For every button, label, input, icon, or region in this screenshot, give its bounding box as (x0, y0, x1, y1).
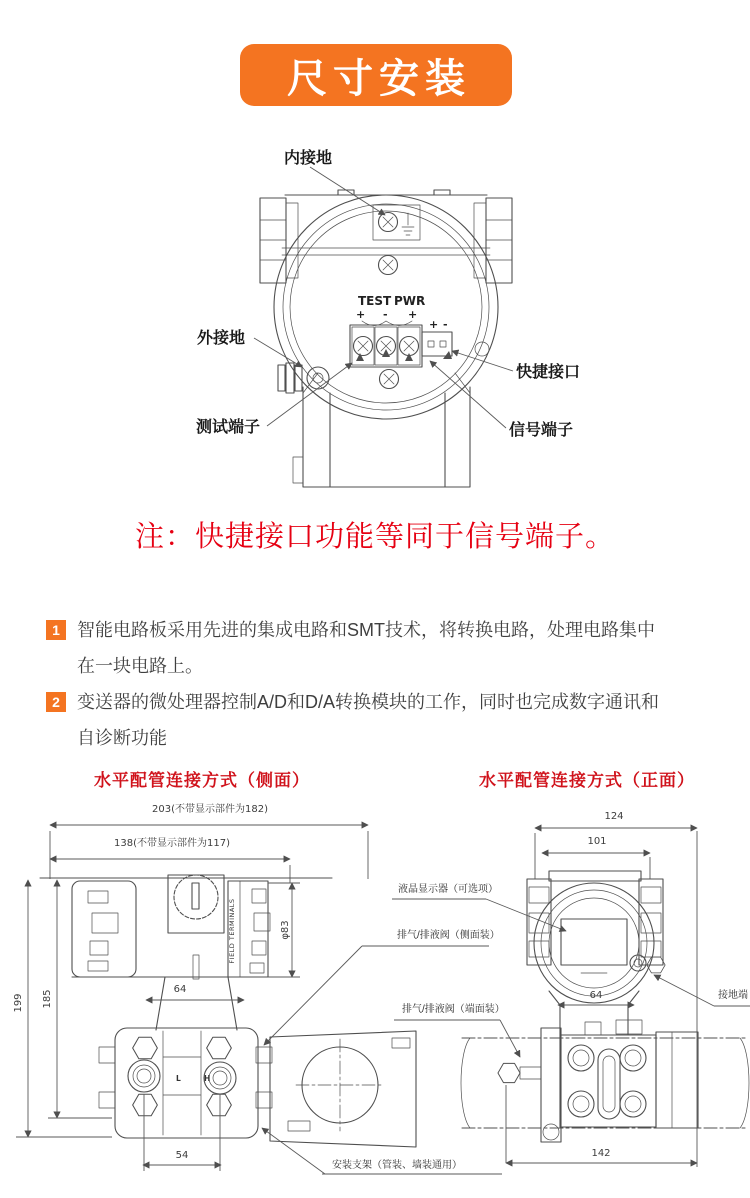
dimension-drawings (0, 795, 750, 1198)
dim-total-length: 203(不带显示部件为182) (152, 804, 268, 815)
external-ground-label: 外接地 (197, 330, 246, 347)
signal-terminal-label: 信号端子 (509, 422, 574, 439)
test-plus-marking: + (356, 308, 366, 321)
high-port-marking: H (204, 1074, 211, 1083)
quick-minus-marking: - (443, 318, 448, 331)
quick-connector (422, 318, 452, 359)
ground-terminal-label: 接地端 (718, 990, 748, 1001)
test-minus-marking: - (383, 308, 388, 321)
dim-neck-width-side: 64 (173, 984, 187, 995)
list-item (46, 684, 710, 756)
list-item-text (77, 684, 659, 756)
bracket-label: 安装支架（管装、墙装通用） (332, 1160, 462, 1171)
note-text: 注：快捷接口功能等同于信号端子。 (134, 521, 615, 553)
field-terminals-marking: FIELD TERMINALS (228, 898, 236, 964)
list-item (46, 612, 710, 684)
quick-plus-marking: + (429, 318, 439, 331)
side-view-title: 水平配管连接方式（侧面） (94, 771, 310, 790)
terminal-block (350, 294, 425, 389)
front-view-drawing (461, 811, 750, 1167)
lcd-label: 液晶显示器（可选项） (398, 884, 498, 895)
list-item-line: 在一块电路上。 (77, 656, 203, 676)
pwr-plus-marking: + (408, 308, 418, 321)
test-marking: TEST (358, 294, 392, 308)
pwr-marking: PWR (394, 294, 426, 308)
page-title-banner (240, 44, 512, 106)
front-view-title: 水平配管连接方式（正面） (479, 771, 695, 790)
earth-symbol-icon (402, 213, 414, 235)
low-port-marking: L (176, 1074, 181, 1083)
vent-side-label: 排气/排液阀（侧面装） (397, 930, 500, 941)
list-item-line: 智能电路板采用先进的集成电路和SMT技术，将转换电路，处理电路集中 (77, 620, 655, 640)
vent-end-label: 排气/排液阀（端面装） (402, 1004, 505, 1015)
side-view-drawing (13, 802, 502, 1174)
mounting-bracket (270, 1031, 416, 1147)
dim-width-total: 124 (604, 811, 624, 822)
dim-housing-diameter: φ83 (280, 920, 291, 940)
dim-length-no-display: 138(不带显示部件为117) (114, 838, 230, 849)
dim-flange-width: 142 (591, 1148, 611, 1159)
list-item-number: 2 (46, 692, 66, 712)
list-item-line: 变送器的微处理器控制A/D和D/A转换模块的工作，同时也完成数字通讯和 (77, 692, 660, 712)
page-title: 尺寸安装 (287, 56, 471, 101)
feature-list (46, 612, 710, 756)
list-item-text (77, 612, 655, 684)
housing-outline (260, 190, 512, 487)
list-item-line: 自诊断功能 (77, 728, 167, 748)
dim-port-spacing: 54 (175, 1150, 189, 1161)
dim-neck-width-front: 64 (589, 990, 603, 1001)
lcd-window (561, 919, 627, 965)
dim-width-housing: 101 (587, 836, 607, 847)
internal-ground-screws (282, 205, 490, 275)
test-terminal-label: 测试端子 (196, 419, 261, 436)
list-item-number: 1 (46, 620, 66, 640)
terminal-wiring-diagram (0, 135, 750, 507)
dim-height-body: 185 (42, 989, 53, 1009)
dim-height-total: 199 (13, 993, 24, 1013)
internal-ground-label: 内接地 (284, 150, 333, 167)
quick-port-label: 快捷接口 (516, 364, 581, 381)
